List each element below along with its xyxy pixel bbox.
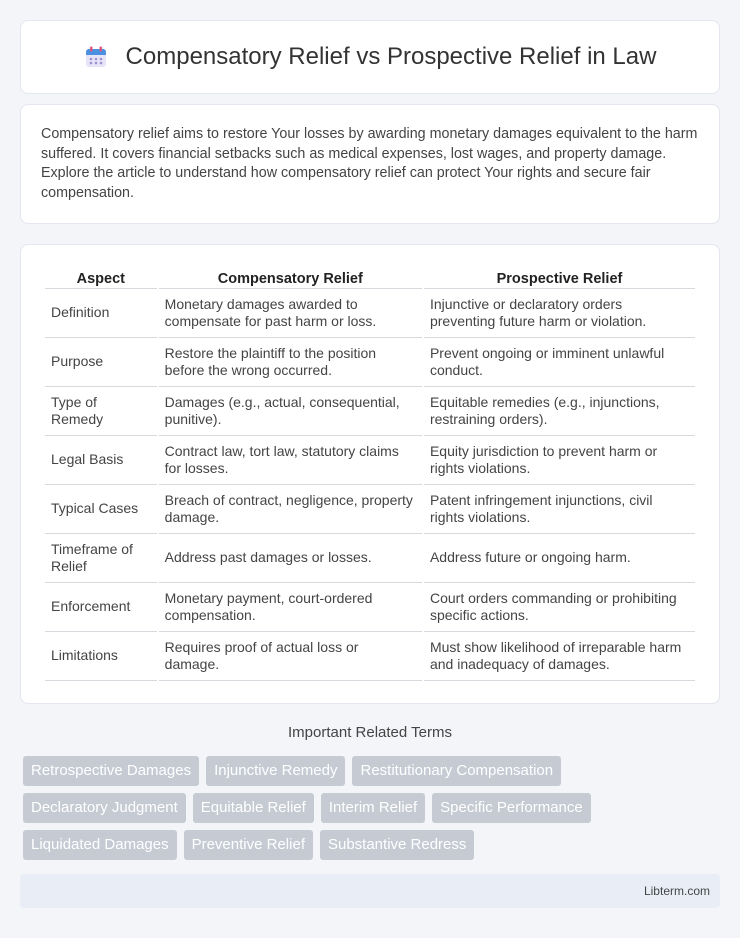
tag-liquidated-damages[interactable]: Liquidated Damages — [23, 830, 177, 860]
row-prospective: Equitable remedies (e.g., injunctions, restraining orders). — [424, 387, 695, 436]
row-aspect: Timeframe of Relief — [45, 534, 157, 583]
row-compensatory: Address past damages or losses. — [159, 534, 422, 583]
calendar-icon — [84, 45, 108, 69]
tag-restitutionary-compensation[interactable]: Restitutionary Compensation — [352, 756, 561, 786]
tag-retrospective-damages[interactable]: Retrospective Damages — [23, 756, 199, 786]
tag-row — [23, 793, 723, 823]
row-compensatory: Requires proof of actual loss or damage. — [159, 632, 422, 681]
row-compensatory: Damages (e.g., actual, consequential, punitive). — [159, 387, 422, 436]
title-wrap — [84, 43, 657, 71]
row-prospective: Court orders commanding or prohibiting specific actions. — [424, 583, 695, 632]
table-row — [45, 436, 695, 485]
row-prospective: Equity jurisdiction to prevent harm or rights violations. — [424, 436, 695, 485]
row-aspect: Enforcement — [45, 583, 157, 632]
footer — [20, 874, 720, 908]
row-prospective: Must show likelihood of irreparable harm and inadequacy of damages. — [424, 632, 695, 681]
row-prospective: Injunctive or declaratory orders preventing future harm or violation. — [424, 289, 695, 338]
row-prospective: Address future or ongoing harm. — [424, 534, 695, 583]
footer-site-link[interactable]: Libterm.com — [643, 884, 710, 898]
header-prospective: Prospective Relief — [424, 263, 695, 289]
table-header-row — [45, 263, 695, 289]
tag-equitable-relief[interactable]: Equitable Relief — [193, 793, 314, 823]
row-aspect: Definition — [45, 289, 157, 338]
row-compensatory: Monetary damages awarded to compensate for past harm or loss. — [159, 289, 422, 338]
table-row — [45, 534, 695, 583]
header-card — [20, 20, 720, 94]
row-prospective: Prevent ongoing or imminent unlawful conduct. — [424, 338, 695, 387]
tag-row — [23, 756, 723, 786]
tag-injunctive-remedy[interactable]: Injunctive Remedy — [206, 756, 345, 786]
page-title: Compensatory Relief vs Prospective Relief in Law — [125, 43, 657, 70]
tag-substantive-redress[interactable]: Substantive Redress — [320, 830, 474, 860]
table-row — [45, 632, 695, 681]
row-compensatory: Monetary payment, court-ordered compensation. — [159, 583, 422, 632]
comparison-table-card — [20, 244, 720, 704]
row-aspect: Typical Cases — [45, 485, 157, 534]
table-row — [45, 338, 695, 387]
related-terms-tags — [23, 756, 723, 867]
related-terms-title: Important Related Terms — [288, 724, 452, 741]
tag-specific-performance[interactable]: Specific Performance — [432, 793, 591, 823]
row-aspect: Purpose — [45, 338, 157, 387]
header-aspect: Aspect — [45, 263, 157, 289]
tag-interim-relief[interactable]: Interim Relief — [321, 793, 425, 823]
row-compensatory: Contract law, tort law, statutory claims for losses. — [159, 436, 422, 485]
row-aspect: Legal Basis — [45, 436, 157, 485]
table-row — [45, 583, 695, 632]
row-aspect: Limitations — [45, 632, 157, 681]
header-compensatory: Compensatory Relief — [159, 263, 422, 289]
table-row — [45, 485, 695, 534]
table-row — [45, 387, 695, 436]
table-row — [45, 289, 695, 338]
tag-declaratory-judgment[interactable]: Declaratory Judgment — [23, 793, 186, 823]
tag-row — [23, 830, 723, 860]
row-aspect: Type of Remedy — [45, 387, 157, 436]
intro-text: Compensatory relief aims to restore Your losses by awarding monetary damages equivalent to the harm suffered. It covers financial setbacks such as medical expenses, lost wages, and property damage. Explore the article to understand how compensatory relief can protect Your rights and secure fair compensation. — [41, 126, 698, 201]
row-prospective: Patent infringement injunctions, civil rights violations. — [424, 485, 695, 534]
intro-card — [20, 104, 720, 224]
tag-preventive-relief[interactable]: Preventive Relief — [184, 830, 313, 860]
row-compensatory: Restore the plaintiff to the position before the wrong occurred. — [159, 338, 422, 387]
row-compensatory: Breach of contract, negligence, property damage. — [159, 485, 422, 534]
comparison-table — [43, 263, 697, 681]
